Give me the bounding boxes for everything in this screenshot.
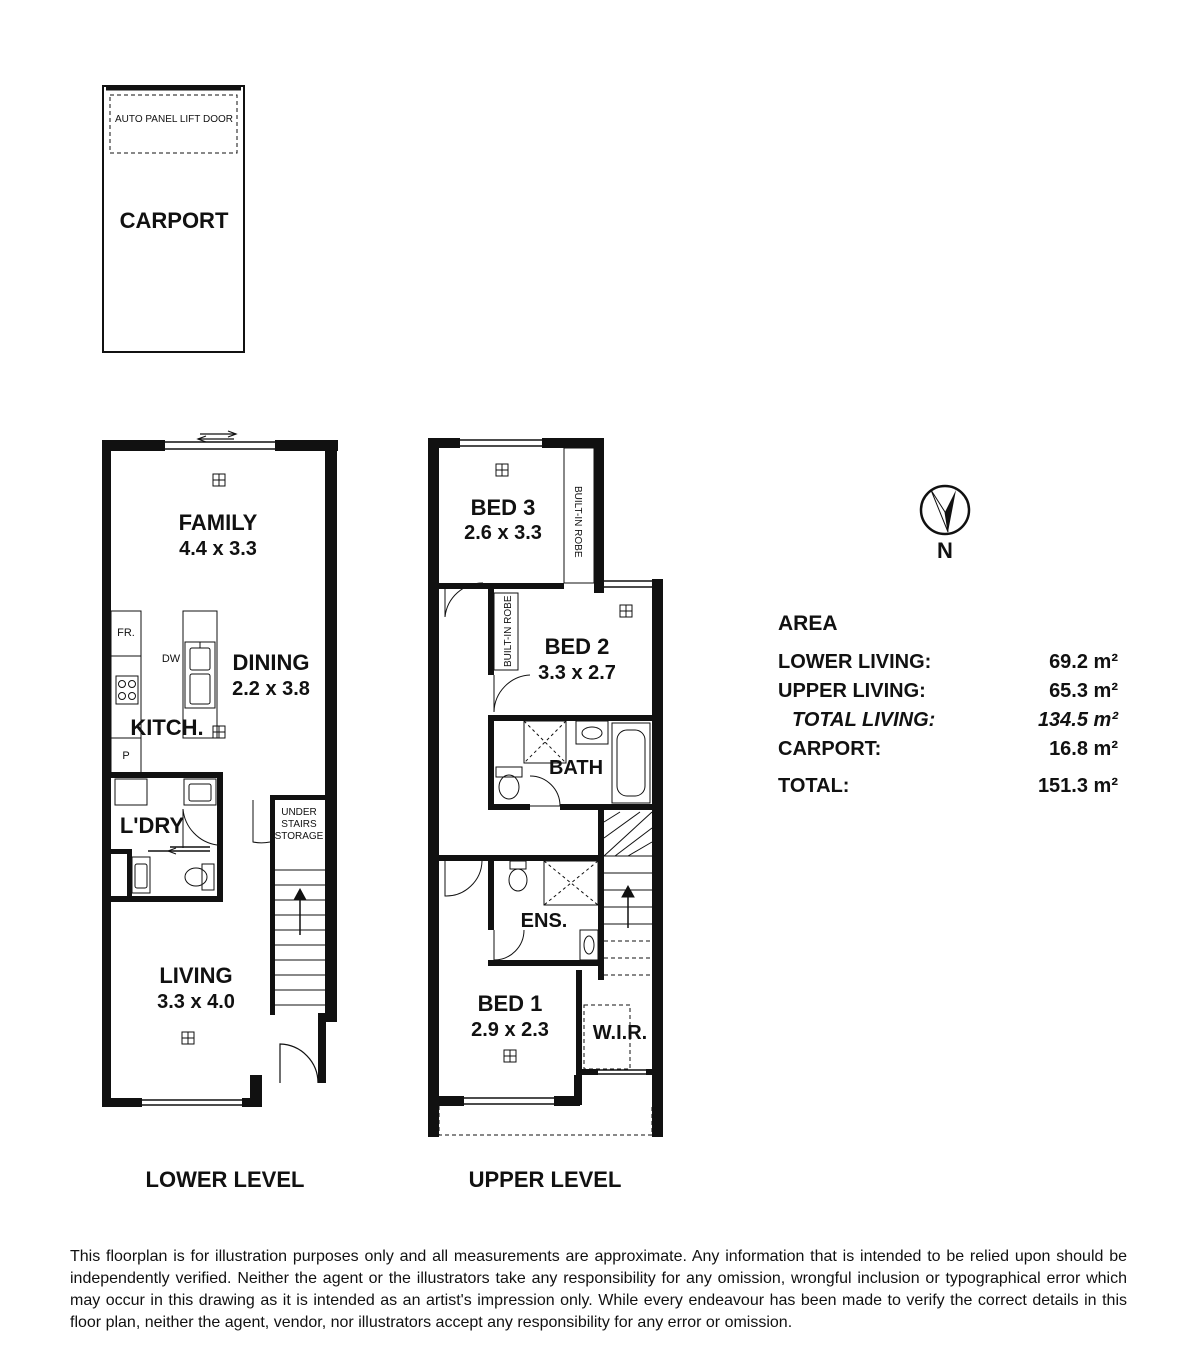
understairs-door — [253, 800, 270, 843]
kitchen-label: KITCH. — [130, 715, 204, 740]
area-table — [778, 648, 1118, 801]
area-row-total — [778, 772, 1118, 801]
lower-stairs — [275, 870, 325, 1005]
area-row-label: TOTAL: — [778, 775, 850, 797]
lower-sliding-door — [165, 431, 275, 451]
upper-stairs — [604, 812, 652, 975]
area-row-label: CARPORT: — [778, 738, 882, 760]
carport-label: CARPORT — [119, 208, 229, 233]
wir-label: W.I.R. — [592, 1022, 648, 1044]
area-row-label: TOTAL LIVING: — [792, 709, 936, 731]
living-label: LIVING — [159, 963, 233, 988]
understairs-label-2: STAIRS — [281, 819, 317, 830]
dining-dim: 2.2 x 3.8 — [232, 678, 310, 700]
carport-door-label: AUTO PANEL LIFT DOOR — [115, 114, 233, 125]
area-row-label: UPPER LIVING: — [778, 680, 926, 702]
lower-level-label: LOWER LEVEL — [145, 1167, 305, 1192]
understairs-label-3: STORAGE — [274, 831, 324, 842]
bed3-dim: 2.6 x 3.3 — [464, 522, 542, 544]
north-arrow-icon — [921, 486, 969, 534]
disclaimer-text: This floorplan is for illustration purposes only and all measurements are approximate. Any information that is intended to be relied upon should be independently verified. Neither the agent or the illustrators take any responsibility for any omission, wrongful inclusion or typographical error which may occur in this drawing as it is intended as an artist's impression only. While every endeavour has been made to verify the correct details in this floor plan, neither the agent, vendor, nor illustrators accept any responsibility for any error or omission. — [70, 1248, 1127, 1331]
bed2-dim: 3.3 x 2.7 — [538, 662, 616, 684]
family-dim: 4.4 x 3.3 — [179, 538, 257, 560]
area-row-value: 69.2 m² — [1049, 651, 1118, 673]
area-row-value: 16.8 m² — [1049, 738, 1118, 760]
area-row-lower — [778, 648, 1118, 677]
understairs-label-1: UNDER — [281, 807, 317, 818]
upper-level-label: UPPER LEVEL — [468, 1167, 622, 1192]
area-row-total-living — [778, 706, 1118, 735]
bed3-robe-label: BUILT-IN ROBE — [572, 486, 583, 558]
bed2-label: BED 2 — [544, 634, 610, 659]
compass-label: N — [937, 538, 953, 563]
bed2-robe-label: BUILT-IN ROBE — [503, 595, 514, 667]
laundry-label: L'DRY — [119, 813, 185, 838]
bed1-dim: 2.9 x 2.3 — [471, 1019, 549, 1041]
bath-label: BATH — [548, 757, 604, 779]
lower-window — [142, 1098, 242, 1107]
entry-door — [280, 1044, 318, 1083]
area-row-label: LOWER LIVING: — [778, 651, 932, 673]
ensuite-label: ENS. — [520, 910, 568, 932]
pantry-label: P — [122, 750, 130, 762]
living-dim: 3.3 x 4.0 — [157, 991, 235, 1013]
family-label: FAMILY — [178, 510, 258, 535]
balcony-outline — [439, 1106, 652, 1135]
area-row-carport — [778, 735, 1118, 764]
dining-label: DINING — [232, 650, 310, 675]
area-row-value: 65.3 m² — [1049, 680, 1118, 702]
fridge-label: FR. — [117, 627, 135, 639]
area-row-value: 151.3 m² — [1037, 775, 1118, 797]
area-row-upper — [778, 677, 1118, 706]
area-row-value: 134.5 m² — [1037, 709, 1118, 731]
bed1-label: BED 1 — [477, 991, 543, 1016]
dishwasher-label: DW — [161, 653, 181, 665]
area-title: AREA — [778, 612, 838, 635]
bed3-label: BED 3 — [470, 495, 536, 520]
